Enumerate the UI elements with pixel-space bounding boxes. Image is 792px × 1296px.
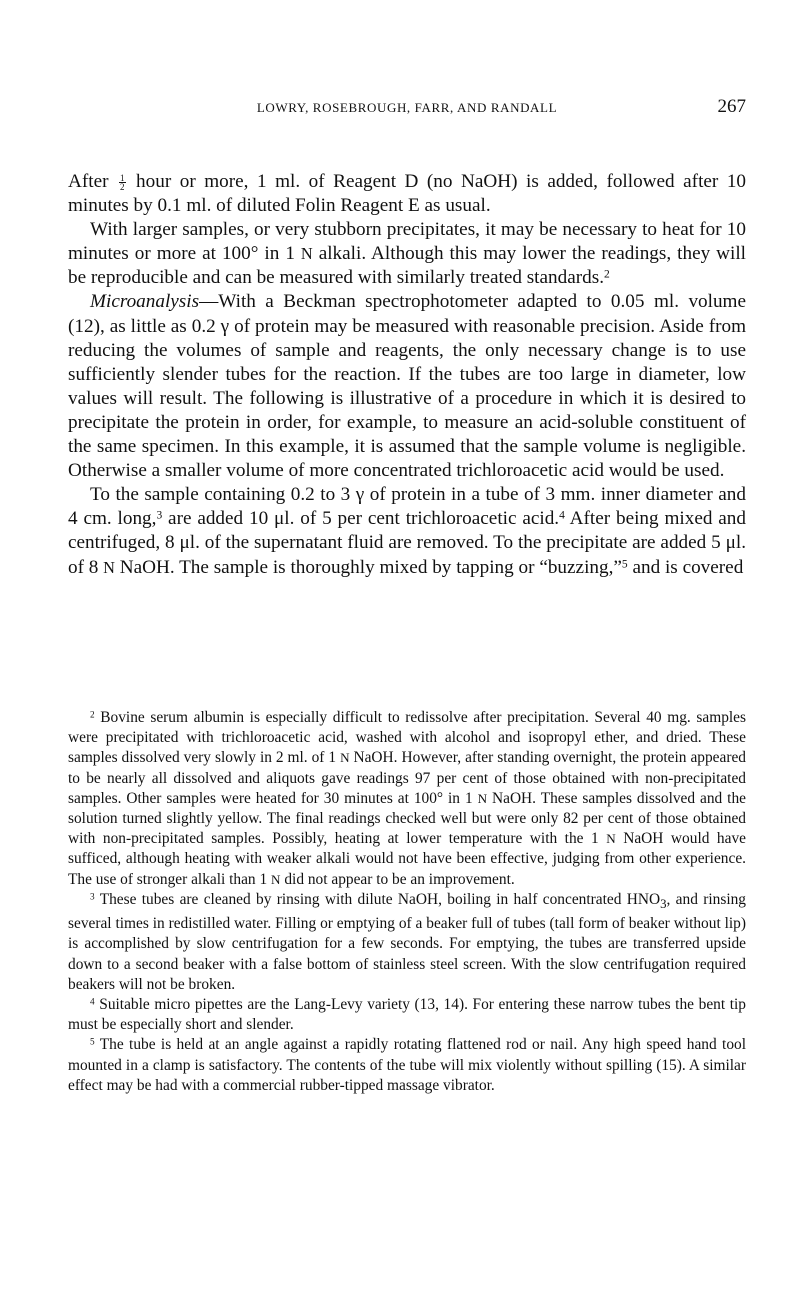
footnote-2: $^2$ Bovine serum albumin is especially difficult to redissolve after precipitation. Several 40 mg. samples were precipitated with trichloroacetic acid, washed with alcohol and isopropyl ether, and dried. These samples dissolved very slowly in 2 ml. of 1 N NaOH. However, after standing overnight, the protein appeared to be nearly all dissolved and aliquots gave readings 97 per cent of those obtained with non-precipitated samples. Other samples were heated for 30 minutes at 100° in 1 N NaOH. These samples dissolved and the solution turned slightly yellow. The final readings checked well but were only 82 per cent of those obtained with non-precipitated samples. Possibly, heating at lower temperature with the 1 N NaOH would have sufficed, although heating with weaker alkali would not have been effective, judging from other experience. The use of stronger alkali than 1 N did not appear to be an improvement. <box>68 709 746 888</box>
paragraph-1: After $\frac{1}{2}$ hour or more, 1 ml. of Reagent D (no NaOH) is added, followed after 10 minutes by 0.1 ml. of diluted Folin Reagent E as usual. <box>68 171 747 217</box>
footnote-ref-2[interactable]: 2 <box>604 268 610 281</box>
fraction-half: $\frac{1}{2}$ <box>120 173 125 193</box>
paragraph-4: To the sample containing 0.2 to 3 γ of protein in a tube of 3 mm. inner diameter and 4 cm. long,$^3$ are added 10 μl. of 5 per cent trichloroacetic acid.$^4$ After being mixed and centrifuged, 8 μl. of the supernatant fluid are removed. To the precipitate are added 5 μl. of 8 N NaOH. The sample is thoroughly mixed by tapping or “buzzing,”$^5$ and is covered <box>68 484 746 578</box>
footnote-ref-4[interactable]: 4 <box>559 509 565 522</box>
running-head: LOWRY, ROSEBROUGH, FARR, AND RANDALL <box>256 100 558 115</box>
footnote-ref-3[interactable]: 3 <box>156 509 163 522</box>
page-header <box>68 96 746 120</box>
paragraph-microanalysis: Microanalysis—With a Beckman spectrophotometer adapted to 0.05 ml. volume (12), as little as 0.2 γ of protein may be measured with reasonable precision. Aside from reducing the volumes of sample and reagents, the only necessary change is to use sufficiently slender tubes for the reaction. If the tubes are too large in diameter, low values will result. The following is illustrative of a procedure in which it is desired to precipitate the protein in order, for example, to measure an acid-soluble constituent of the same specimen. In this example, it is assumed that the sample volume is negligible. Otherwise a smaller volume of more concentrated trichloroacetic acid would be used. <box>68 291 746 482</box>
footnote-4: $^4$ Suitable micro pipettes are the Lang-Levy variety (13, 14). For entering these narrow tubes the bent tip must be especially short and slender. <box>68 995 746 1034</box>
body-text <box>68 170 746 580</box>
page-number: 267 <box>717 96 746 117</box>
footnote-ref-5[interactable]: 5 <box>621 557 628 570</box>
footnote-5: $^5$ The tube is held at an angle against a rapidly rotating flattened rod or nail. Any high speed hand tool mounted in a clamp is satisfactory. The contents of the tube will mix violently without spilling (15). A similar effect may be had with a commercial rubber-tipped massage vibrator. <box>68 1036 746 1094</box>
footnote-3: $^3$ These tubes are cleaned by rinsing with dilute NaOH, boiling in half concentrated $HNO_3$, and rinsing several times in redistilled water. Filling or emptying of a beaker full of tubes (tall form of beaker without lip) is accomplished by slow centrifugation for a few seconds. For emptying, the tubes are transferred upside down to a second beaker with a false bottom of stainless steel screen. With the slow centrifugation required beakers will not be broken. <box>68 890 746 993</box>
section-title-microanalysis: Microanalysis <box>90 291 200 313</box>
paragraph-2: With larger samples, or very stubborn precipitates, it may be necessary to heat for 10 minutes or more at 100° in 1 N alkali. Although this may lower the readings, they will be reproducible and can be measured with similarly treated standards.$^2$ <box>68 219 747 289</box>
footnotes <box>68 708 746 1096</box>
